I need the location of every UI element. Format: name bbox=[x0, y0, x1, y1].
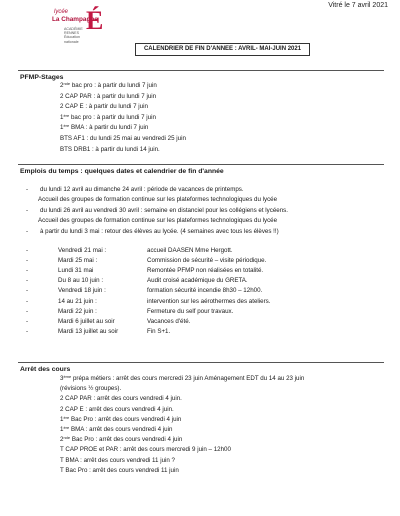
event-description: Fermeture du self pour travaux. bbox=[147, 307, 234, 315]
event-date: Mardi 25 mai : bbox=[58, 257, 98, 265]
arret-item-sup: ère bbox=[63, 414, 70, 420]
logo-letter: É bbox=[86, 6, 104, 35]
pfmp-item-lead: BTS DRB1 : à partir du lundi 14 juin. bbox=[60, 145, 160, 153]
event-description: Fin S+1. bbox=[147, 327, 171, 335]
pfmp-item-lead: 2 CAP PAR : à partir du lundi 7 juin bbox=[60, 92, 157, 100]
arret-item bbox=[60, 467, 179, 475]
arret-item-lead: 2 CAP PAR : arrêt des cours vendredi 4 juin. bbox=[60, 395, 182, 403]
list-bullet: - bbox=[26, 227, 29, 235]
arret-item bbox=[60, 375, 304, 383]
period-item: à partir du lundi 3 mai : retour des élèves au lycée. (4 semaines avec tous les élèves !!) bbox=[40, 227, 279, 235]
arret-item-lead: 1 bbox=[60, 415, 64, 423]
arret-item bbox=[60, 385, 121, 393]
arret-item-lead: T Bac Pro : arrêt des cours vendredi 11 juin bbox=[60, 466, 179, 474]
event-description: accueil DAASEN Mme Hergott. bbox=[147, 247, 233, 254]
pfmp-item bbox=[60, 82, 157, 90]
list-bullet: - bbox=[26, 206, 29, 214]
logo-sub-line: nationale bbox=[64, 39, 79, 44]
arret-item-rest: prépa métiers : arrêt des cours mercredi 23 juin Aménagement EDT du 14 au 23 juin bbox=[71, 375, 305, 382]
period-item: Accueil des groupes de formation continue sur les plateformes technologiques du lycée bbox=[38, 217, 278, 225]
pfmp-item bbox=[60, 135, 186, 143]
event-description: Remontée PFMP non réalisées en totalité. bbox=[147, 267, 264, 275]
section-heading-arret: Arrêt des cours bbox=[20, 366, 71, 373]
arret-item-sup: ère bbox=[63, 425, 70, 430]
arret-item-sup: ème bbox=[63, 374, 72, 379]
logo-sub bbox=[64, 27, 83, 44]
arret-item-lead: 3 bbox=[60, 375, 64, 382]
arret-item-lead: T BMA : arrêt des cours vendredi 11 juin ? bbox=[60, 456, 175, 464]
arret-item-lead: T CAP PROE et PAR : arrêt des cours mercredi 9 juin – 12h00 bbox=[60, 446, 231, 454]
list-bullet: - bbox=[26, 267, 29, 275]
list-bullet: - bbox=[26, 186, 29, 193]
pfmp-item-sup: ère bbox=[63, 112, 70, 118]
logo-sub-line: Éducation bbox=[64, 35, 80, 40]
arret-item bbox=[60, 416, 181, 424]
pfmp-item bbox=[60, 103, 148, 111]
pfmp-item-rest: bac pro : à partir du lundi 7 juin bbox=[70, 82, 157, 89]
document-date: Vitré le 7 avril 2021 bbox=[328, 2, 388, 9]
period-item: Accueil des groupes de formation continue sur les plateformes technologiques du lycée bbox=[38, 196, 278, 204]
section-divider bbox=[18, 362, 384, 363]
section-divider bbox=[18, 70, 384, 71]
pfmp-item bbox=[60, 93, 156, 101]
list-bullet: - bbox=[26, 297, 29, 305]
event-date: Lundi 31 mai bbox=[58, 267, 94, 275]
event-date: Mardi 13 juillet au soir bbox=[58, 327, 119, 335]
pfmp-item-sup: nde bbox=[63, 81, 71, 86]
event-description: Audit croisé académique du GRETA. bbox=[147, 277, 248, 285]
event-description: formation sécurité incendie 8h30 – 12h00. bbox=[147, 287, 263, 295]
list-bullet: - bbox=[26, 307, 29, 315]
school-logo bbox=[52, 8, 112, 52]
arret-item bbox=[60, 406, 174, 414]
document-title: CALENDRIER DE FIN D'ANNEE : AVRIL- MAI-JUIN 2021 bbox=[135, 43, 310, 56]
pfmp-item-sup: ère bbox=[63, 123, 70, 129]
logo-line1: lycée bbox=[54, 9, 69, 15]
pfmp-item bbox=[60, 114, 156, 122]
period-item: du lundi 12 avril au dimanche 24 avril : période de vacances de printemps. bbox=[40, 186, 244, 193]
pfmp-item-lead: BTS AF1 : du lundi 25 mai au vendredi 25 juin bbox=[60, 135, 186, 142]
event-date: Vendredi 21 mai : bbox=[58, 247, 107, 254]
list-bullet: - bbox=[26, 317, 29, 325]
event-date: Mardi 6 juillet au soir bbox=[58, 317, 115, 325]
pfmp-item-lead: 1 bbox=[60, 113, 64, 121]
arret-item-rest: Bac Pro : arrêt des cours vendredi 4 juin bbox=[70, 436, 183, 444]
pfmp-item-lead: 2 CAP E : à partir du lundi 7 juin bbox=[60, 103, 148, 111]
period-item: du lundi 26 avril au vendredi 30 avril : semaine en distanciel pour les collégiens et lycéens. bbox=[40, 206, 288, 214]
event-description: intervention sur les aérothermes des ateliers. bbox=[147, 297, 271, 305]
section-heading-emplois: Emplois du temps : quelques dates et calendrier de fin d'année bbox=[20, 168, 224, 175]
section-divider bbox=[18, 164, 384, 165]
arret-item-sup: nde bbox=[63, 435, 71, 441]
logo-sub-line: RENNES bbox=[64, 31, 79, 36]
logo-line2: La Champagne bbox=[52, 16, 98, 23]
arret-item bbox=[60, 426, 172, 434]
list-bullet: - bbox=[26, 257, 29, 265]
arret-item bbox=[60, 457, 175, 465]
arret-item-rest: BMA : arrêt des cours vendredi 4 juin bbox=[69, 426, 173, 433]
arret-item-lead: 1 bbox=[60, 426, 64, 433]
arret-item-rest: Bac Pro : arrêt des cours vendredi 4 juin bbox=[69, 415, 182, 423]
pfmp-item-lead: 2 bbox=[60, 82, 64, 89]
arret-item-lead: 2 bbox=[60, 436, 64, 444]
arret-item bbox=[60, 436, 182, 444]
arret-item-lead: 2 CAP E : arrêt des cours vendredi 4 juin. bbox=[60, 405, 174, 413]
arret-item bbox=[60, 446, 231, 454]
event-date: Du 8 au 10 juin : bbox=[58, 277, 104, 285]
section-heading-pfmp: PFMP-Stages bbox=[20, 74, 64, 81]
event-description: Commission de sécurité – visite périodique. bbox=[147, 257, 267, 265]
pfmp-item bbox=[60, 124, 148, 132]
pfmp-item-rest: BMA : à partir du lundi 7 juin bbox=[69, 124, 149, 132]
pfmp-item bbox=[60, 146, 160, 154]
list-bullet: - bbox=[26, 287, 29, 295]
event-date: 14 au 21 juin : bbox=[58, 297, 97, 305]
logo-sub-line: ACADÉMIE bbox=[64, 27, 83, 31]
pfmp-item-lead: 1 bbox=[60, 124, 64, 132]
list-bullet: - bbox=[26, 277, 29, 285]
event-date: Mardi 22 juin : bbox=[58, 307, 97, 315]
list-bullet: - bbox=[26, 327, 29, 335]
arret-item bbox=[60, 395, 182, 403]
pfmp-item-rest: bac pro : à partir du lundi 7 juin bbox=[69, 113, 156, 121]
event-date: Vendredi 18 juin : bbox=[58, 287, 106, 295]
list-bullet: - bbox=[26, 247, 29, 254]
event-description: Vacances d'été. bbox=[147, 317, 191, 325]
arret-item-lead: (révisions ½ groupes). bbox=[60, 385, 122, 393]
